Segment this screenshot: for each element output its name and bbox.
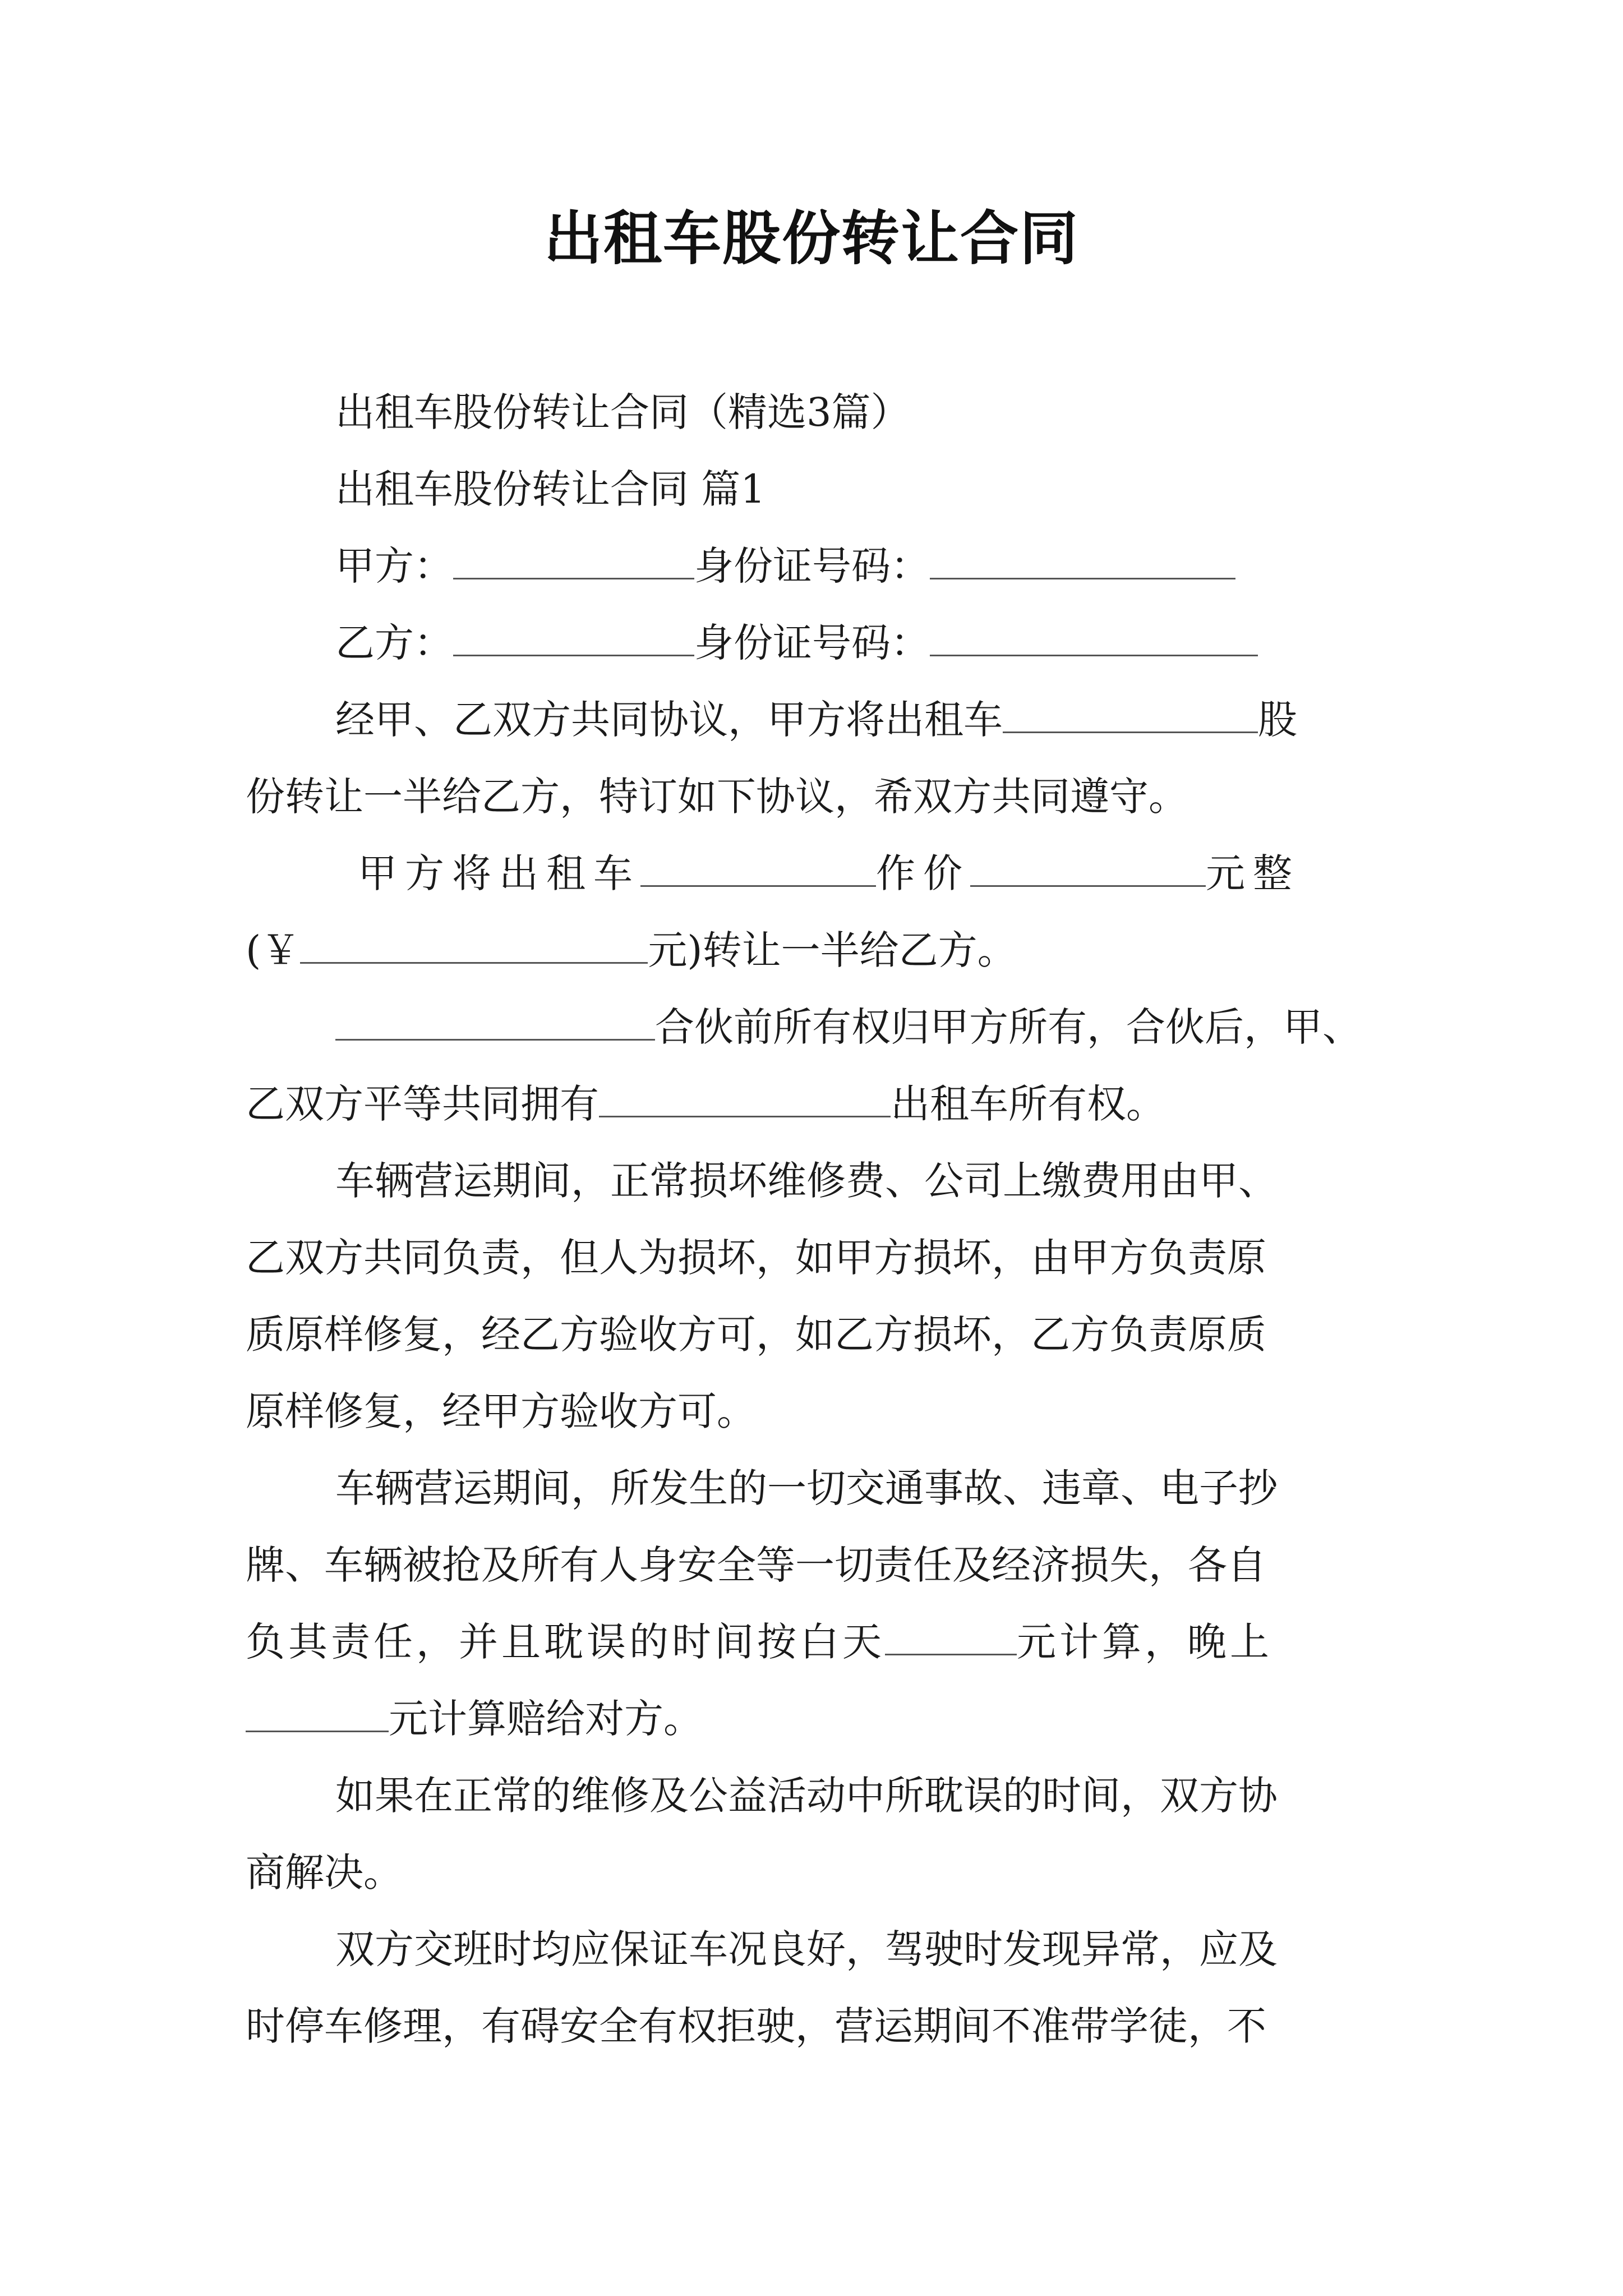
p4-line-4: [246, 1373, 756, 1450]
p2-line-2: [246, 912, 1017, 989]
p6-text-a: 如果在正常的维修及公益活动中所耽误的时间，双方协: [335, 1773, 1278, 1819]
p5-text-e: 元计算赔给对方。: [389, 1696, 703, 1742]
p6-text-b: 商解决。: [246, 1849, 403, 1895]
document-title: 出租车股份转让合同: [543, 204, 1079, 273]
p3-line-1: [335, 989, 1362, 1066]
intro-line: [335, 374, 910, 451]
p7-text-a: 双方交班时均应保证车况良好，驾驶时发现异常，应及: [335, 1926, 1278, 1972]
p6-line-1: [335, 1757, 1278, 1834]
p2-car-blank: [640, 850, 876, 887]
p4-text-a: 车辆营运期间，正常损坏维修费、公司上缴费用由甲、: [335, 1158, 1278, 1204]
p3-owner-blank: [599, 1081, 891, 1117]
p4-text-d: 原样修复，经甲方验收方可。: [246, 1388, 756, 1434]
p5-text-d: 元计算，晚上: [1017, 1619, 1272, 1665]
party-a-label: 甲方：: [335, 543, 453, 589]
p5-text-a: 车辆营运期间，所发生的一切交通事故、违章、电子抄: [335, 1465, 1278, 1511]
p4-text-c: 质原样修复，经乙方验收方可，如乙方损坏，乙方负责原质: [246, 1312, 1266, 1358]
p2-text-b: 作价: [876, 850, 970, 896]
p2-text-c: 元整: [1206, 850, 1300, 896]
p1-text-b: 股: [1258, 697, 1297, 743]
p5-line-4: [246, 1681, 703, 1757]
p3-text-a: 合伙前所有权归甲方所有，合伙后，甲、: [655, 1004, 1362, 1050]
p5-line-2: [246, 1527, 1266, 1604]
party-b-id-blank: [930, 620, 1258, 656]
p1-text-c: 份转让一半给乙方，特订如下协议，希双方共同遵守。: [246, 774, 1188, 820]
section-heading: [335, 451, 766, 528]
p7-line-1: [335, 1911, 1278, 1988]
party-a-name-blank: [453, 543, 694, 579]
p2-text-a: 甲方将出租车: [358, 850, 640, 896]
p1-line-1: [335, 682, 1297, 758]
party-b-id-label: 身份证号码：: [694, 620, 930, 666]
p2-line-1: [358, 835, 1300, 912]
party-a-id-label: 身份证号码：: [694, 543, 930, 589]
p3-line-2: [246, 1066, 1165, 1143]
p1-car-blank: [1003, 697, 1258, 733]
p5-line-1: [335, 1450, 1278, 1527]
p7-text-b: 时停车修理，有碍安全有权拒驶，营运期间不准带学徒，不: [246, 2003, 1266, 2049]
p7-line-2: [246, 1988, 1266, 2065]
p2-text-d: (￥: [246, 927, 301, 973]
party-b-line: [335, 605, 1258, 682]
p4-line-2: [246, 1220, 1266, 1296]
p2-price-blank: [970, 850, 1206, 887]
party-b-name-blank: [453, 620, 694, 656]
p4-line-1: [335, 1143, 1278, 1220]
p4-text-b: 乙双方共同负责，但人为损坏，如甲方损坏，由甲方负责原: [246, 1235, 1266, 1281]
p5-text-c: 负其责任，并且耽误的时间按白天: [246, 1619, 885, 1665]
p5-text-b: 牌、车辆被抢及所有人身安全等一切责任及经济损失，各自: [246, 1542, 1266, 1588]
p3-text-b: 乙双方平等共同拥有: [246, 1081, 599, 1127]
p4-line-3: [246, 1296, 1266, 1373]
p6-line-2: [246, 1834, 403, 1911]
party-a-line: [335, 528, 1235, 605]
party-a-id-blank: [930, 543, 1235, 579]
section-heading-text: 出租车股份转让合同 篇1: [335, 466, 766, 512]
p2-text-e: 元)转让一半给乙方。: [648, 927, 1017, 973]
intro-text: 出租车股份转让合同（精选3篇）: [335, 389, 910, 435]
p3-text-c: 出租车所有权。: [891, 1081, 1165, 1127]
p5-line-3: [246, 1604, 1272, 1681]
p1-text-a: 经甲、乙双方共同协议，甲方将出租车: [335, 697, 1003, 743]
p2-amount-blank: [300, 927, 648, 964]
p1-line-2: [246, 758, 1188, 835]
p5-night-rate-blank: [246, 1696, 389, 1732]
party-b-label: 乙方：: [335, 620, 453, 666]
p5-day-rate-blank: [885, 1619, 1017, 1655]
p3-car-blank: [335, 1004, 655, 1041]
